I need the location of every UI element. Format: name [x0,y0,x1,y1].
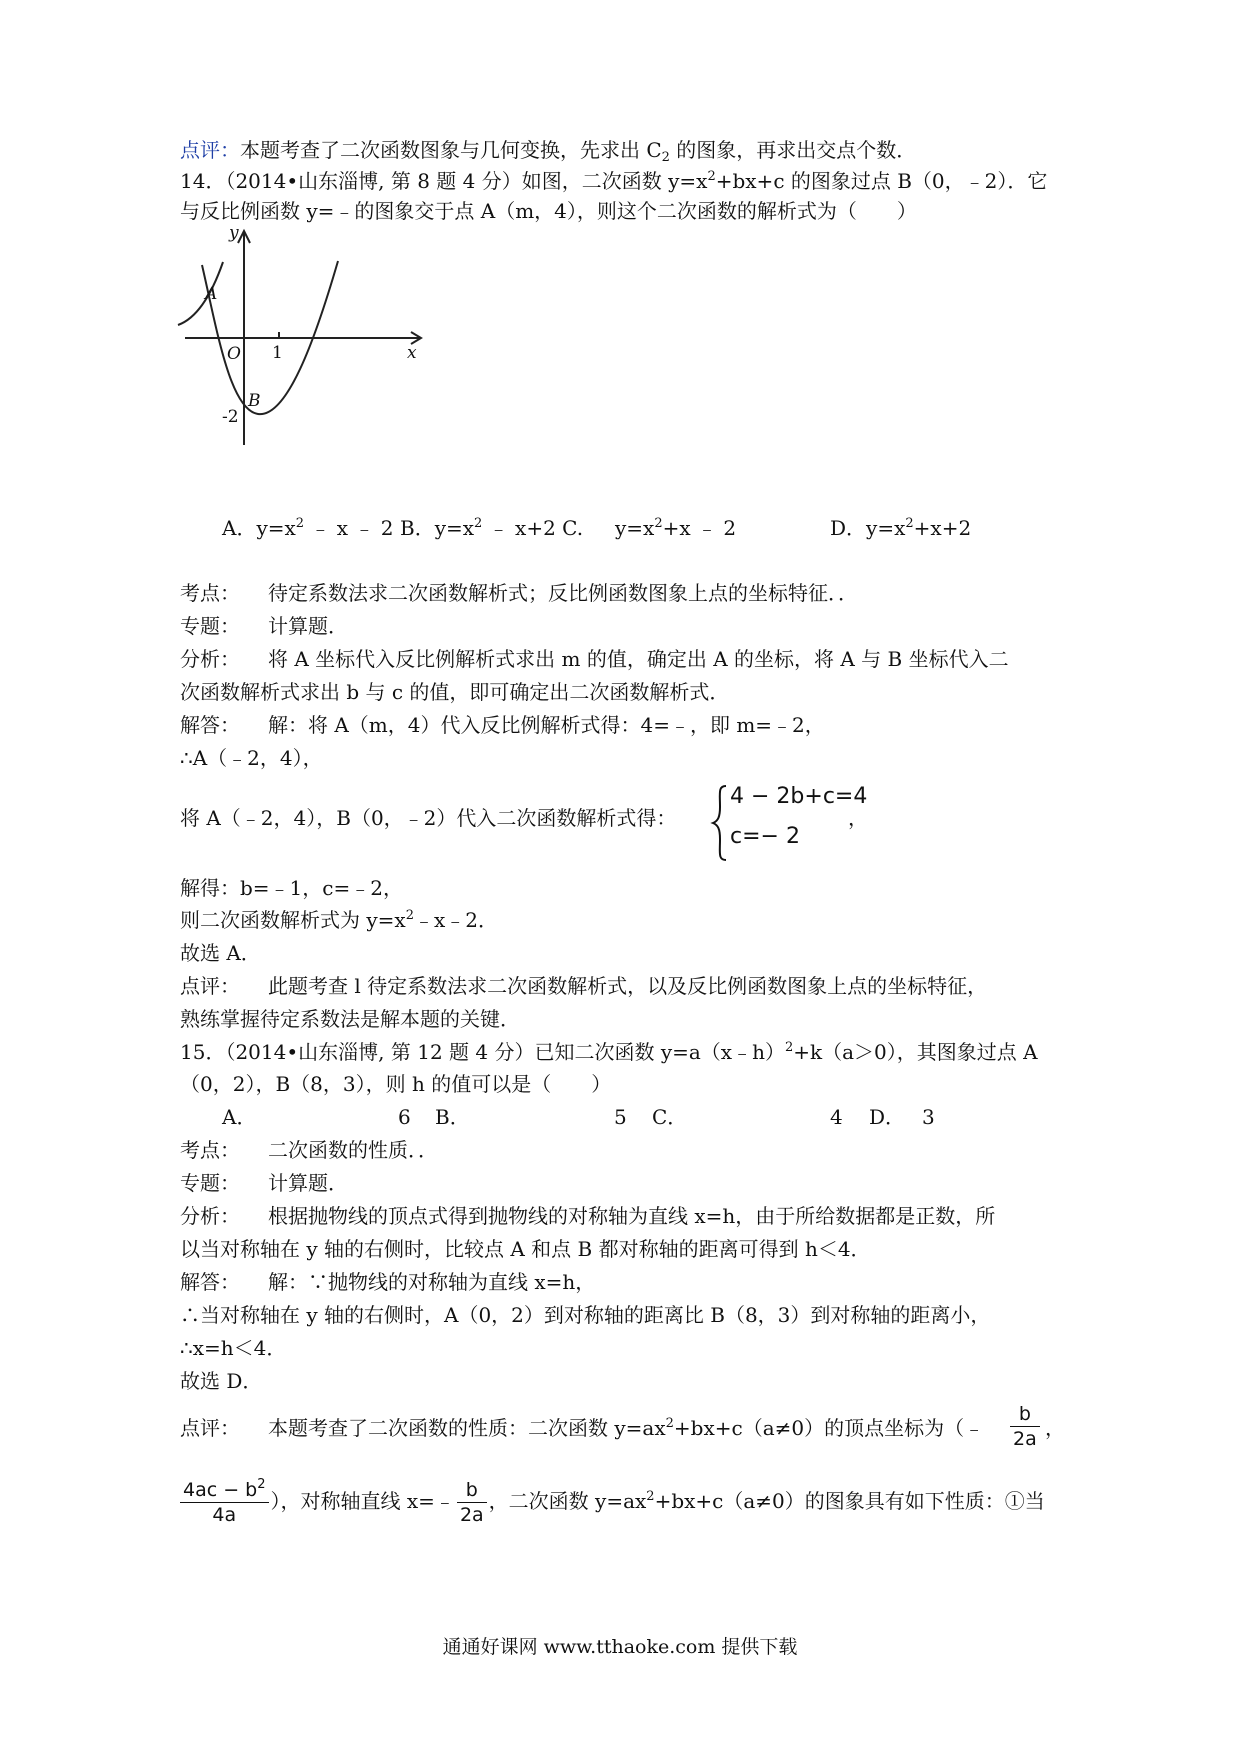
q14-jieda-5 [180,905,498,935]
q14-fenxi-1 [180,644,1009,674]
tick-1-label: 1 [272,343,283,363]
equation-2: c=− 2 [730,824,800,849]
q15-dianping-1 [180,1413,984,1443]
y-label: y [229,225,239,243]
q14-fenxi-2: 次函数解析式求出 b 与 c 的值，即可确定出二次函数解析式． [180,680,730,704]
point-a-label: A [205,284,218,304]
q14-option-b [400,513,583,543]
q14-jieda-1 [180,710,825,740]
denominator: 2a [459,1504,484,1526]
previous-comment-line [180,135,916,165]
footer-text: 通通好课网 www.tthaoke.com 提供下载 [442,1636,798,1658]
zhuanti-text: 计算题． [268,1171,348,1195]
numerator: b [1010,1402,1040,1427]
dianping2-text: ），对称轴直线 x=﹣ [270,1489,455,1513]
q14-kaodian [180,578,858,608]
superscript: 2 [784,1040,794,1055]
origin-label: O [227,344,241,364]
q15-jieda-3: ∴x=h＜4． [180,1336,287,1360]
subscript: 2 [661,150,670,165]
opt-d-text2: +x+2 [913,516,972,540]
tag: 点评： [180,1416,240,1440]
comment-text-end: 的图象，再求出交点个数． [669,138,917,162]
q15-text-a: 15．（2014•山东淄博, 第 12 题 4 分）已知二次函数 y=a（x﹣h） [180,1040,785,1064]
opt-b-text2: ﹣ x+2 C. [482,516,584,540]
tag: 分析： [180,647,240,671]
equation-1: 4 − 2b+c=4 [730,784,868,809]
q15-option-b-label: B． [435,1105,470,1129]
superscript: 2 [905,516,914,531]
q14-jieda-3: 将 A（﹣2，4），B（0，﹣2）代入二次函数解析式得： [180,806,677,830]
q15-option-d-label: D． [869,1105,906,1129]
tag: 解答： [180,713,240,737]
q15-dianping-2 [180,1478,1045,1538]
parabola-hyperbola-graph [175,225,435,455]
q15-jieda-2: ∴当对称轴在 y 轴的右侧时，A（0，2）到对称轴的距离比 B（8，3）到对称轴的距离小， [180,1303,991,1327]
kaodian-text: 二次函数的性质．． [268,1138,438,1162]
q15-option-d-value: 3 [922,1105,935,1129]
q15-text-b: +k（a＞0），其图象过点 A [793,1040,1038,1064]
q14-dianping-2: 熟练掌握待定系数法是解本题的关键． [180,1007,520,1031]
fraction-vertex-y [180,1478,269,1527]
q14-text-a: 14．（2014•山东淄博, 第 8 题 4 分）如图，二次函数 y=x [180,169,708,193]
q14-dianping-1 [180,971,987,1001]
tag: 专题： [180,1171,240,1195]
numerator [180,1478,269,1503]
dianping2-text2: ，二次函数 y=ax [488,1489,647,1513]
fraction-b-over-2a-2 [457,1478,487,1527]
q14-option-c [615,513,736,543]
fraction-comma: ， [1045,1416,1065,1440]
q14-jieda-6: 故选 A． [180,941,261,965]
jieda-text: 解：∵抛物线的对称轴为直线 x=h， [268,1270,596,1294]
q14-stem-line2: 与反比例函数 y=﹣的图象交于点 A（m，4），则这个二次函数的解析式为（ ） [180,199,917,223]
minus-two-label: -2 [222,407,239,427]
jieda5-text2: ﹣x﹣2． [413,908,498,932]
comment-text: 本题考查了二次函数图象与几何变换，先求出 C [240,138,662,162]
opt-a-text2: ﹣ x ﹣ 2 [304,516,394,540]
superscript: 2 [405,908,414,923]
opt-a-text: A．y=x [222,516,296,540]
superscript: 2 [474,516,483,531]
q15-fenxi-1 [180,1201,995,1231]
numerator-text: 4ac − b [183,1479,258,1501]
superscript: 2 [665,1416,674,1431]
kaodian-text: 待定系数法求二次函数解析式；反比例函数图象上点的坐标特征．． [268,581,858,605]
q14-jieda-4: 解得：b=﹣1，c=﹣2， [180,876,403,900]
point-b-label: B [248,391,261,411]
jieda-text: 解：将 A（m，4）代入反比例解析式得：4=﹣，即 m=﹣2， [268,713,825,737]
numerator: b [457,1478,487,1503]
q15-zhuanti [180,1168,348,1198]
opt-c-text2: +x ﹣ 2 [662,516,737,540]
tag: 考点： [180,581,240,605]
q15-stem-line2: （0，2），B（8，3），则 h 的值可以是（ ） [180,1072,612,1096]
q14-zhuanti [180,611,348,641]
zhuanti-text: 计算题． [268,614,348,638]
q15-option-c-label: C． [652,1105,688,1129]
q14-option-d [830,513,971,543]
q15-fenxi-2: 以当对称轴在 y 轴的右侧时，比较点 A 和点 B 都对称轴的距离可得到 h＜4． [180,1237,871,1261]
dianping-text: 此题考查 l 待定系数法求二次函数解析式，以及反比例函数图象上点的坐标特征， [268,974,988,998]
q14-jieda-2: ∴A（﹣2，4）， [180,746,323,770]
superscript: 2 [707,169,716,184]
tag: 专题： [180,614,240,638]
q14-stem-line1 [180,166,1047,196]
superscript: 2 [646,1489,655,1504]
jieda5-text: 则二次函数解析式为 y=x [180,908,406,932]
opt-b-text: B．y=x [400,516,475,540]
fenxi-text: 根据抛物线的顶点式得到抛物线的对称轴为直线 x=h，由于所给数据都是正数，所 [268,1204,996,1228]
q15-stem-line1 [180,1037,1038,1067]
denominator: 2a [1013,1428,1037,1450]
fenxi-text: 将 A 坐标代入反比例解析式求出 m 的值，确定出 A 的坐标，将 A 与 B 坐标代入二 [268,647,1009,671]
dianping-text: 本题考查了二次函数的性质：二次函数 y=ax [268,1416,666,1440]
q15-option-a-value: 6 [398,1105,411,1129]
q14-text-b: +bx+c 的图象过点 B（0，﹣2）．它 [715,169,1048,193]
tag: 解答： [180,1270,240,1294]
dianping2-text3: +bx+c（a≠0）的图象具有如下性质：①当 [654,1489,1045,1513]
q15-jieda-1 [180,1267,595,1297]
x-label: x [407,343,417,363]
system-comma: ， [848,806,868,830]
denominator: 4a [212,1504,237,1526]
dianping-text2: +bx+c（a≠0）的顶点坐标为（﹣ [673,1416,985,1440]
superscript: 2 [654,516,663,531]
q15-option-a-label: A． [222,1105,257,1129]
superscript: 2 [295,516,305,531]
superscript: 2 [257,1477,266,1492]
q15-jieda-4: 故选 D． [180,1369,263,1393]
opt-d-text: D．y=x [830,516,906,540]
q15-kaodian [180,1135,438,1165]
tag: 考点： [180,1138,240,1162]
fraction-b-over-2a [1010,1402,1040,1451]
left-brace-icon [710,783,730,863]
q15-option-b-value: 5 [614,1105,627,1129]
q14-option-a [222,513,394,543]
q15-option-c-value: 4 [830,1105,843,1129]
comment-tag: 点评： [180,138,240,162]
tag: 点评： [180,974,240,998]
tag: 分析： [180,1204,240,1228]
opt-c-text: y=x [615,516,655,540]
